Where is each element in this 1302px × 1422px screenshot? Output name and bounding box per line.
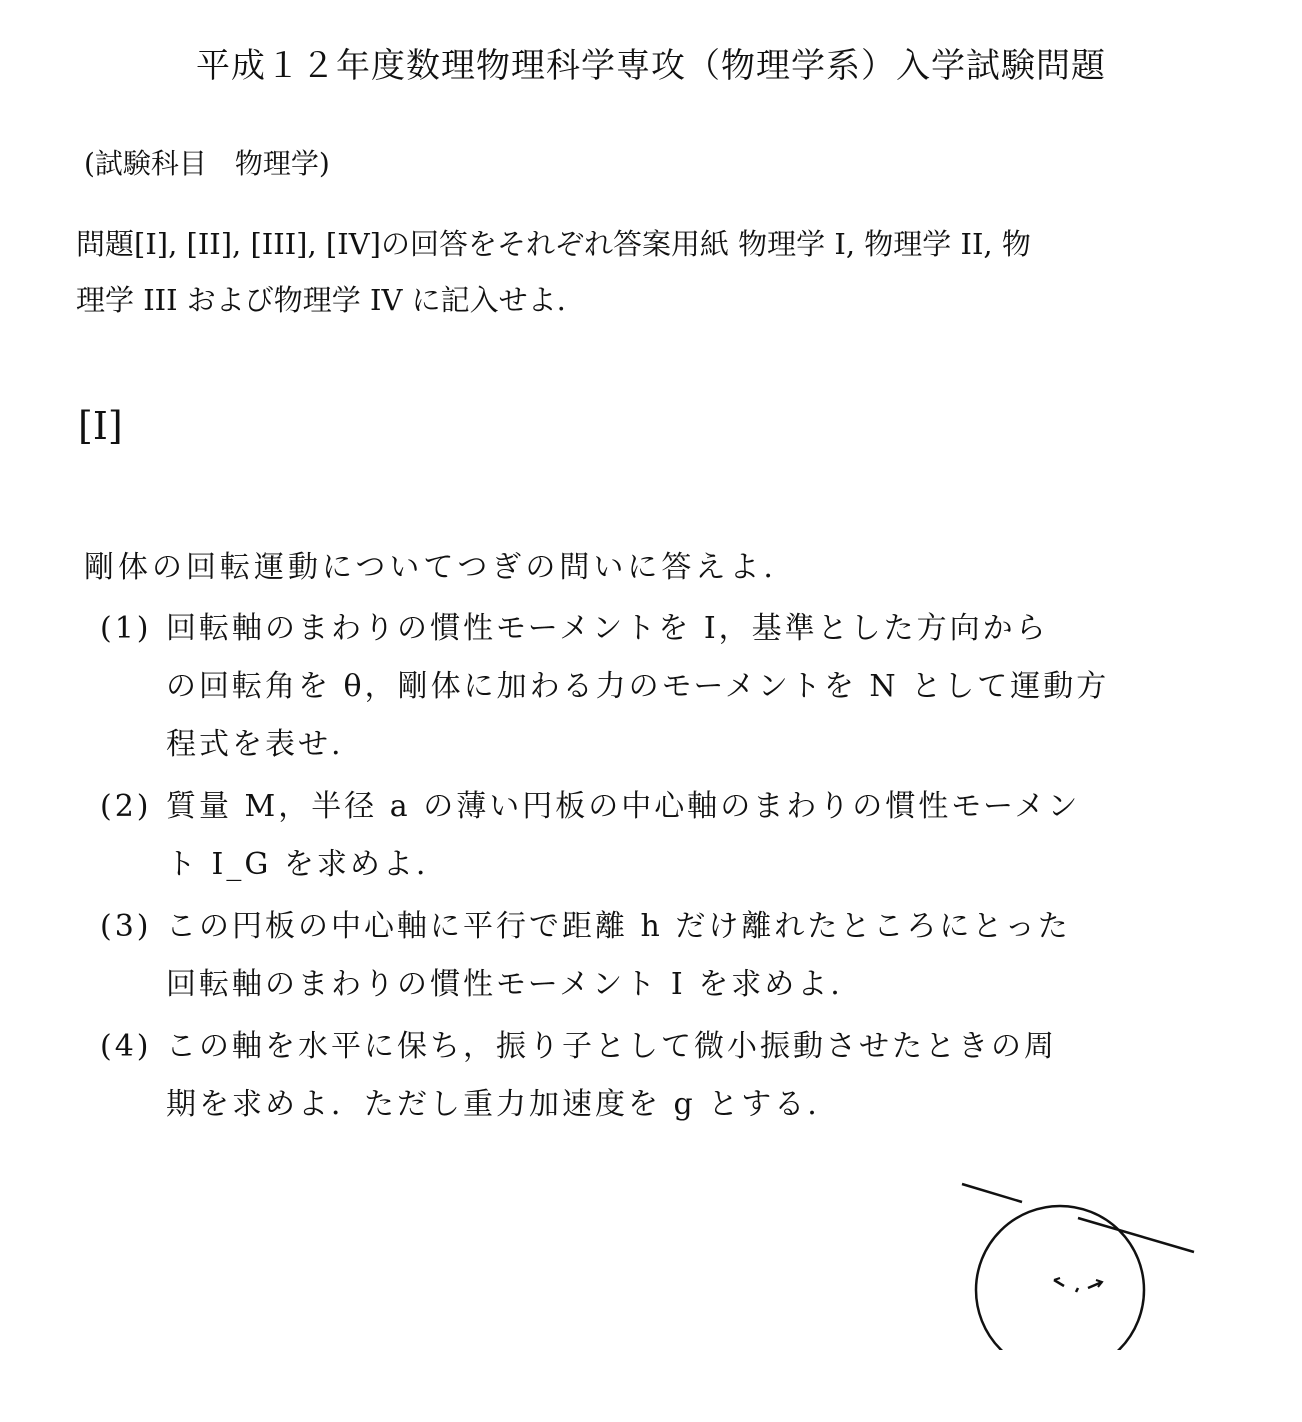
question-text-line: 質量 M，半径 a の薄い円板の中心軸のまわりの慣性モーメン: [166, 789, 1081, 824]
question-text-line: 回転軸のまわりの慣性モーメントを I，基準とした方向から: [166, 611, 1049, 646]
exam-subject: (試験科目 物理学): [84, 147, 330, 180]
question-text-line: この円板の中心軸に平行で距離 h だけ離れたところにとった: [166, 909, 1071, 944]
section-intro: 剛体の回転運動についてつぎの問いに答えよ.: [84, 550, 777, 585]
question-2: [100, 778, 1270, 894]
axis-line-left: [962, 1184, 1022, 1202]
question-text-line: 程式を表せ.: [166, 727, 344, 762]
question-number: (1): [100, 611, 152, 646]
axis-line-right: [1078, 1218, 1194, 1252]
disk-figure: [950, 1170, 1210, 1350]
question-text-line: この軸を水平に保ち，振り子として微小振動させたときの周: [166, 1029, 1057, 1064]
instructions-line-2: 理学 III および物理学 IV に記入せよ.: [76, 283, 566, 317]
question-text-line: 回転軸のまわりの慣性モーメント I を求めよ.: [166, 967, 843, 1002]
section-heading: [I]: [78, 404, 123, 448]
exam-title: 平成１２年度数理物理科学専攻（物理学系）入学試験問題: [196, 46, 1106, 86]
question-number: (4): [100, 1029, 152, 1064]
center-mark: [1054, 1278, 1102, 1292]
question-list: [100, 600, 1270, 1138]
question-1: [100, 600, 1270, 774]
question-text-line: 期を求めよ．ただし重力加速度を g とする.: [166, 1087, 820, 1122]
question-3: [100, 898, 1270, 1014]
question-text-line: の回転角を θ，剛体に加わる力のモーメントを N として運動方: [166, 669, 1110, 704]
instructions-line-1: 問題[I], [II], [III], [IV]の回答をそれぞれ答案用紙 物理学 I, 物理学 II, 物: [76, 227, 1031, 261]
question-number: (3): [100, 909, 152, 944]
question-text-line: ト I_G を求めよ.: [166, 847, 429, 882]
instructions: [76, 216, 1266, 328]
question-4: [100, 1018, 1270, 1134]
question-number: (2): [100, 789, 152, 824]
